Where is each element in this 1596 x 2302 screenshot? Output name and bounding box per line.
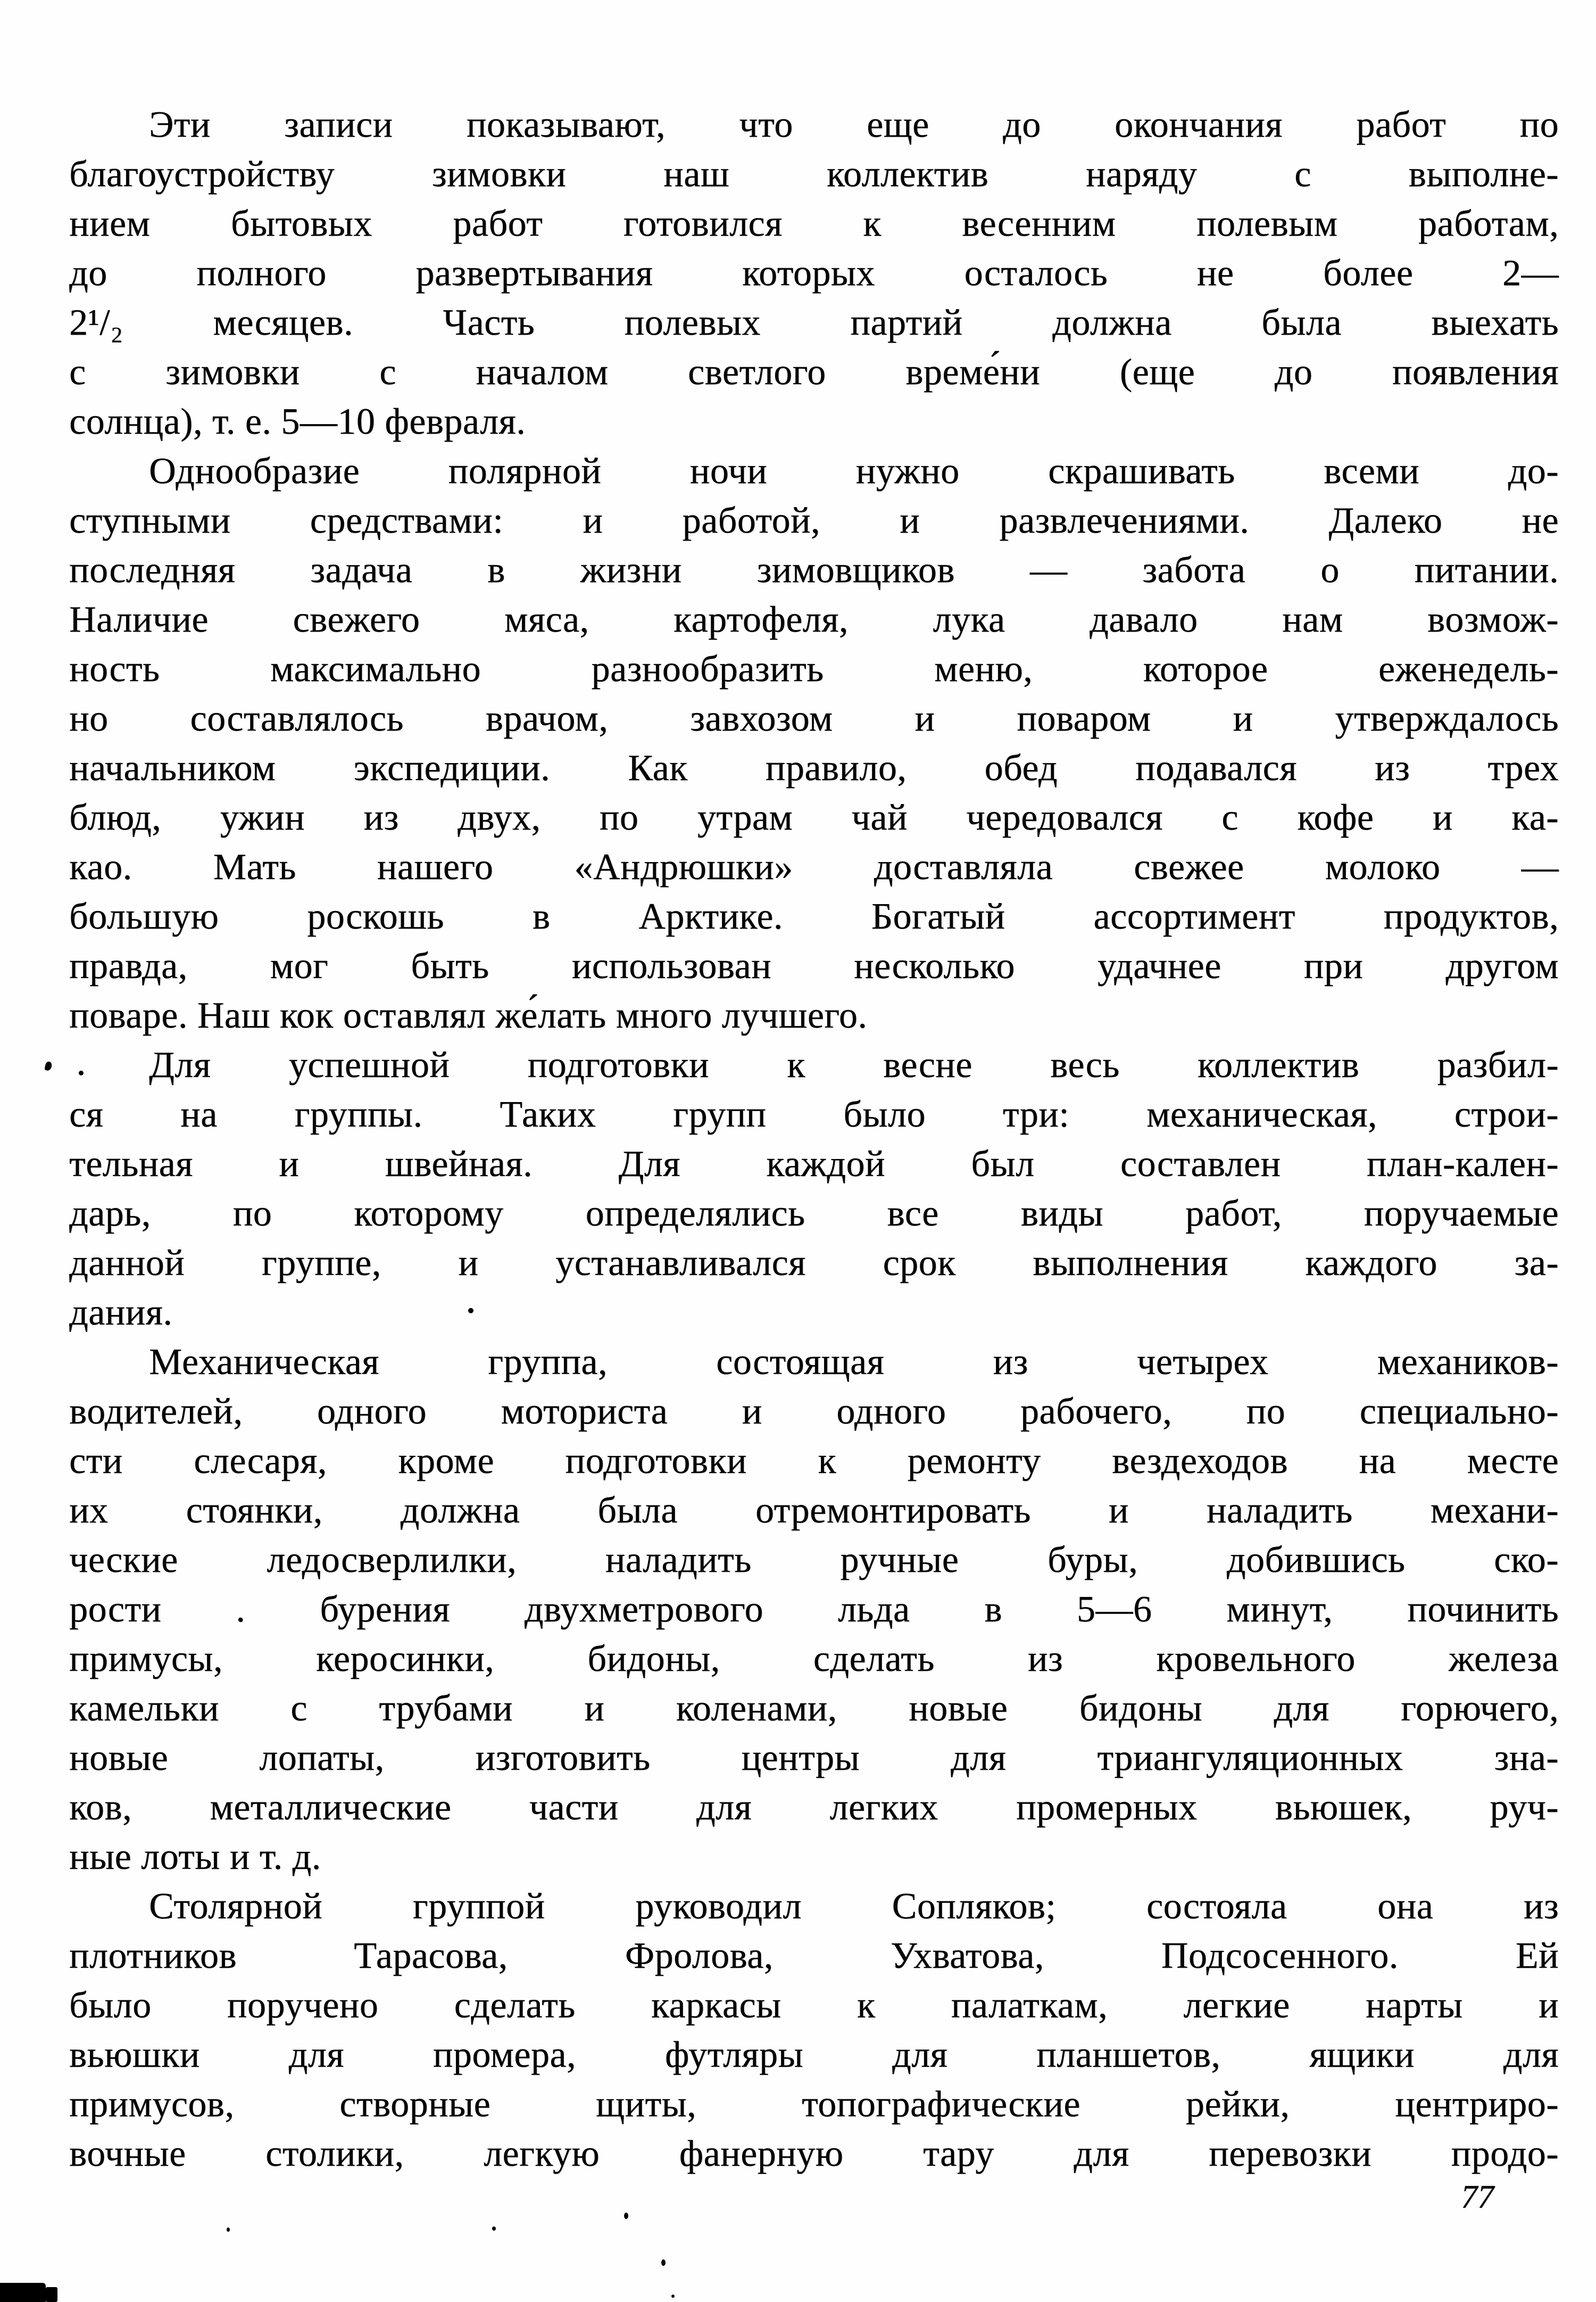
ink-speck bbox=[661, 2259, 666, 2266]
text-line: 2¹/₂ месяцев. Часть полевых партий должна была выехать bbox=[69, 302, 1559, 343]
ink-speck bbox=[671, 2295, 675, 2298]
text-line: данной группе, и устанавливался срок выполнения каждого за- bbox=[69, 1243, 1559, 1284]
text-line: было поручено сделать каркасы к палаткам, легкие нарты и bbox=[69, 1985, 1559, 2026]
text-line: солнца), т. е. 5—10 февраля. bbox=[69, 401, 526, 442]
text-line: плотников Тарасова, Фролова, Ухватова, Подсосенного. Ей bbox=[69, 1935, 1559, 1976]
text-block bbox=[69, 100, 1559, 2179]
text-line: ность максимально разнообразить меню, которое еженедель- bbox=[69, 649, 1559, 690]
text-line: Столярной группой руководил Сопляков; состояла она из bbox=[149, 1886, 1559, 1927]
text-line: сти слесаря, кроме подготовки к ремонту вездеходов на месте bbox=[69, 1440, 1559, 1481]
text-line: рости . бурения двухметрового льда в 5—6 минут, починить bbox=[69, 1589, 1559, 1630]
text-line: поваре. Наш кок оставлял же́лать много лучшего. bbox=[69, 995, 868, 1036]
text-line: последняя задача в жизни зимовщиков — забота о питании. bbox=[69, 550, 1559, 591]
paragraph bbox=[69, 1040, 1559, 1337]
paragraph bbox=[69, 100, 1559, 446]
ink-speck bbox=[79, 1071, 84, 1075]
text-line: ные лоты и т. д. bbox=[69, 1836, 321, 1877]
text-line: правда, мог быть использован несколько удачнее при другом bbox=[69, 946, 1559, 987]
ink-speck bbox=[492, 2226, 496, 2231]
text-line: водителей, одного моториста и одного рабочего, по специально- bbox=[69, 1391, 1559, 1432]
text-line: Однообразие полярной ночи нужно скрашивать всеми до- bbox=[149, 451, 1559, 492]
text-line: Механическая группа, состоящая из четырех механиков- bbox=[149, 1342, 1559, 1382]
ink-smudge bbox=[0, 2283, 46, 2302]
text-line: Наличие свежего мяса, картофеля, лука давало нам возмож- bbox=[69, 599, 1559, 640]
text-line: ческие ледосверлилки, наладить ручные буры, добившись ско- bbox=[69, 1539, 1559, 1580]
text-line: но составлялось врачом, завхозом и поваром и утверждалось bbox=[69, 698, 1559, 739]
text-line: новые лопаты, изготовить центры для триангуляционных зна- bbox=[69, 1737, 1559, 1778]
text-line: блюд, ужин из двух, по утрам чай чередовался с кофе и ка- bbox=[69, 797, 1559, 838]
text-line: дарь, по которому определялись все виды работ, поручаемые bbox=[69, 1193, 1559, 1234]
paragraph bbox=[69, 1882, 1559, 2179]
text-line: до полного развертывания которых осталось не более 2— bbox=[69, 253, 1559, 294]
ink-speck bbox=[468, 1308, 473, 1313]
ink-smudge bbox=[46, 2287, 57, 2302]
text-line: Для успешной подготовки к весне весь коллектив разбил- bbox=[149, 1045, 1559, 1086]
ink-speck bbox=[44, 1061, 52, 1071]
text-line: их стоянки, должна была отремонтировать и наладить механи- bbox=[69, 1490, 1559, 1531]
text-line: ся на группы. Таких групп было три: механическая, строи- bbox=[69, 1094, 1559, 1135]
text-line: вьюшки для промера, футляры для планшетов, ящики для bbox=[69, 2034, 1559, 2075]
text-line: примусов, створные щиты, топографические рейки, центриро- bbox=[69, 2084, 1559, 2125]
text-line: Эти записи показывают, что еще до окончания работ по bbox=[149, 104, 1559, 145]
text-line: большую роскошь в Арктике. Богатый ассортимент продуктов, bbox=[69, 896, 1559, 937]
text-line: ступными средствами: и работой, и развлечениями. Далеко не bbox=[69, 500, 1559, 541]
text-line: примусы, керосинки, бидоны, сделать из кровельного железа bbox=[69, 1638, 1559, 1679]
ink-speck bbox=[624, 2213, 628, 2219]
text-line: вочные столики, легкую фанерную тару для перевозки продо- bbox=[69, 2133, 1559, 2174]
page-number: 77 bbox=[1461, 2179, 1494, 2215]
text-line: с зимовки с началом светлого време́ни (еще до появления bbox=[69, 352, 1559, 393]
text-line: начальником экспедиции. Как правило, обед подавался из трех bbox=[69, 748, 1559, 789]
text-line: тельная и швейная. Для каждой был составлен план-кален- bbox=[69, 1144, 1559, 1185]
text-line: благоустройству зимовки наш коллектив наряду с выполне- bbox=[69, 154, 1559, 195]
text-line: као. Мать нашего «Андрюшки» доставляла свежее молоко — bbox=[69, 847, 1559, 888]
text-line: ков, металлические части для легких промерных вьюшек, руч- bbox=[69, 1787, 1559, 1828]
text-line: камельки с трубами и коленами, новые бидоны для горючего, bbox=[69, 1688, 1559, 1729]
paragraph bbox=[69, 1337, 1559, 1882]
text-line: дания. bbox=[69, 1292, 173, 1333]
paragraph bbox=[69, 446, 1559, 1040]
text-line: нием бытовых работ готовился к весенним полевым работам, bbox=[69, 203, 1559, 244]
ink-speck bbox=[227, 2228, 230, 2232]
